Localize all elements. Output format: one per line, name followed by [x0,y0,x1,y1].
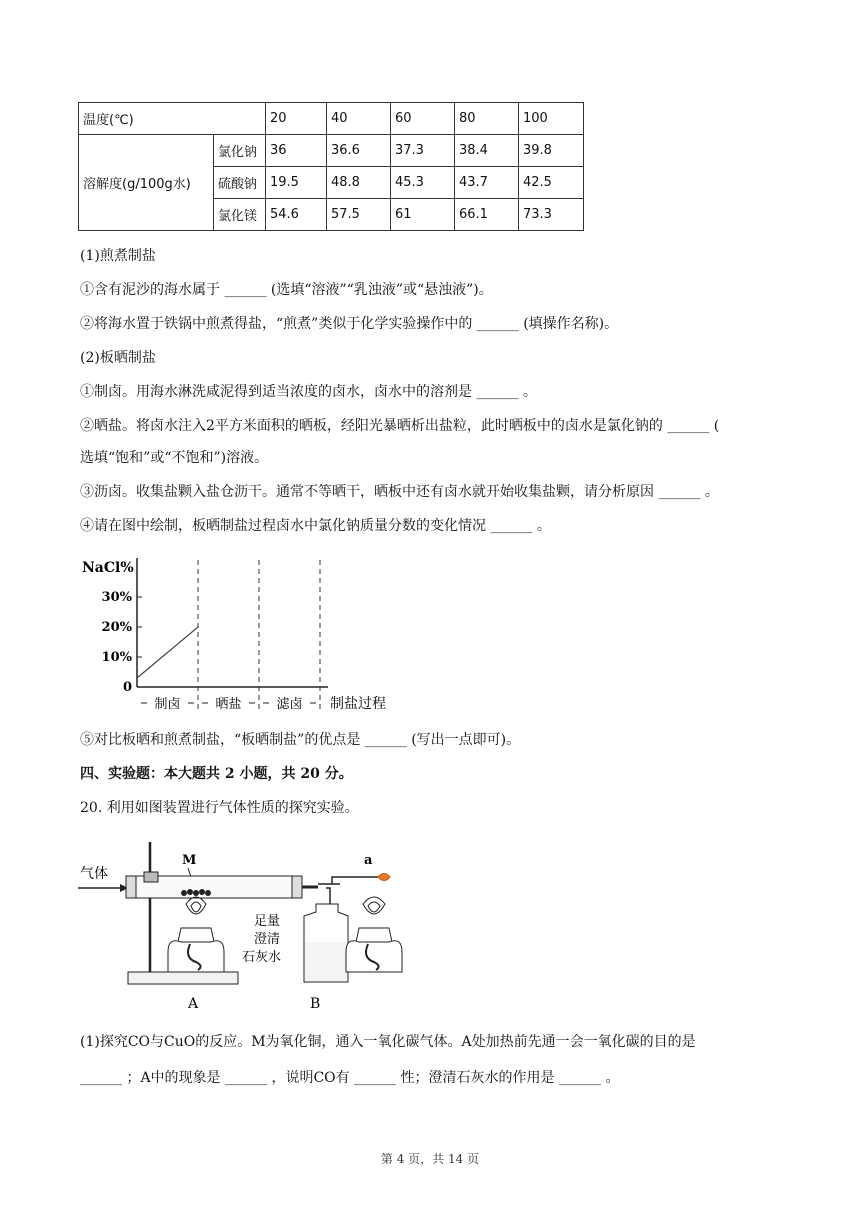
label-M: M [182,853,197,868]
page-footer: 第 4 页，共 14 页 [380,1152,480,1166]
label-A: A [188,996,199,1012]
section4-heading: 四、实验题：本大题共 2 小题，共 20 分。 [80,766,353,782]
table-cell: 40 [327,103,391,135]
section2-question2-line1: ②晒盐。将卤水注入2平方米面积的晒板，经阳光暴晒析出盐粒，此时晒板中的卤水是氯化钠的 ______ ( [80,418,720,434]
y-tick-label: 0 [122,680,132,695]
y-axis-label: NaCl% [82,560,134,576]
reagent-label-line3: 石灰水 [242,950,282,965]
solubility-table [78,102,584,231]
label-a: a [364,853,373,868]
question20-stem: 20. 利用如图装置进行气体性质的探究实验。 [80,800,359,816]
table-row [79,103,584,135]
alcohol-lamp-C [346,941,402,972]
iron-stand-base [128,972,238,984]
section1-question2: ②将海水置于铁锅中煎煮得盐，“煎煮”类似于化学实验操作中的 ______ (填操作名称)。 [80,316,619,332]
table-cell: 60 [391,103,455,135]
table-cell: 19.5 [266,167,327,199]
flame-a [378,874,390,881]
reagent-label-line1: 足量 [254,914,281,929]
table-cell: 36.6 [327,135,391,167]
section2-question2-line2: 选填“饱和”或“不饱和”)溶液。 [80,450,269,466]
section2-title: (2)板晒制盐 [80,350,156,366]
table-cell: 42.5 [519,167,584,199]
table-row-name: 氯化钠 [214,135,266,167]
table-cell: 48.8 [327,167,391,199]
table-cell: 38.4 [455,135,519,167]
y-tick-label: 20% [101,620,132,635]
table-cell: 39.8 [519,135,584,167]
apparatus-diagram [78,832,418,1017]
y-tick-label: 30% [101,590,132,605]
table-row-group-label: 溶解度(g/100g水) [79,135,214,231]
stage-label: 滤卤 [276,697,303,712]
table-row-name: 氯化镁 [214,199,266,231]
alcohol-lamp-A-neck [178,928,214,942]
table-cell: 54.6 [266,199,327,231]
flame-C [363,897,385,914]
table-cell: 20 [266,103,327,135]
flame-A [186,897,206,914]
section2-question5: ⑤对比板晒和煎煮制盐，“板晒制盐”的优点是 ______ (写出一点即可)。 [80,732,521,748]
nacl-chart [80,550,410,720]
stage-label: 晒盐 [215,697,242,712]
outlet-tube-a [332,877,378,884]
table-header-temperature: 温度(℃) [79,103,266,135]
question20-part1-line1: (1)探究CO与CuO的反应。M为氧化铜，通入一氧化碳气体。A处加热前先通一会一氧化碳的目的是 [80,1034,696,1050]
y-tick-label: 10% [101,650,132,665]
section1-title: (1)煎煮制盐 [80,248,156,264]
table-cell: 57.5 [327,199,391,231]
clamp [144,872,158,882]
nacl-series-line [137,627,198,678]
label-B: B [310,996,321,1012]
section2-question3: ③沥卤。收集盐颗入盐仓沥干。通常不等晒干，晒板中还有卤水就开始收集盐颗，请分析原因 ______ 。 [80,484,719,500]
section1-question1: ①含有泥沙的海水属于 ______ (选填“溶液”“乳浊液”或“悬浊液”)。 [80,282,493,298]
table-cell: 43.7 [455,167,519,199]
table-cell: 100 [519,103,584,135]
alcohol-lamp-A [168,941,224,972]
table-cell: 45.3 [391,167,455,199]
table-cell: 61 [391,199,455,231]
section2-question4: ④请在图中绘制，板晒制盐过程卤水中氯化钠质量分数的变化情况 ______ 。 [80,518,551,534]
question20-part1-line2: ______ ；A中的现象是 ______ ，说明CO有 ______ 性；澄清石灰水的作用是 ______ 。 [80,1070,620,1086]
tube-stopper-left [126,876,136,898]
table-row-name: 硫酸钠 [214,167,266,199]
x-axis-label: 制盐过程 [330,696,386,712]
tube-stopper-right [292,876,302,898]
section2-question1: ①制卤。用海水淋洗咸泥得到适当浓度的卤水，卤水中的溶剂是 ______ 。 [80,384,537,400]
table-cell: 73.3 [519,199,584,231]
reagent-label-line2: 澄清 [254,932,281,947]
table-cell: 37.3 [391,135,455,167]
stage-label: 制卤 [154,697,181,712]
limewater [305,942,347,981]
table-cell: 66.1 [455,199,519,231]
alcohol-lamp-C-neck [356,928,392,942]
table-row [79,135,584,167]
table-cell: 80 [455,103,519,135]
gas-label: 气体 [80,866,108,882]
table-cell: 36 [266,135,327,167]
